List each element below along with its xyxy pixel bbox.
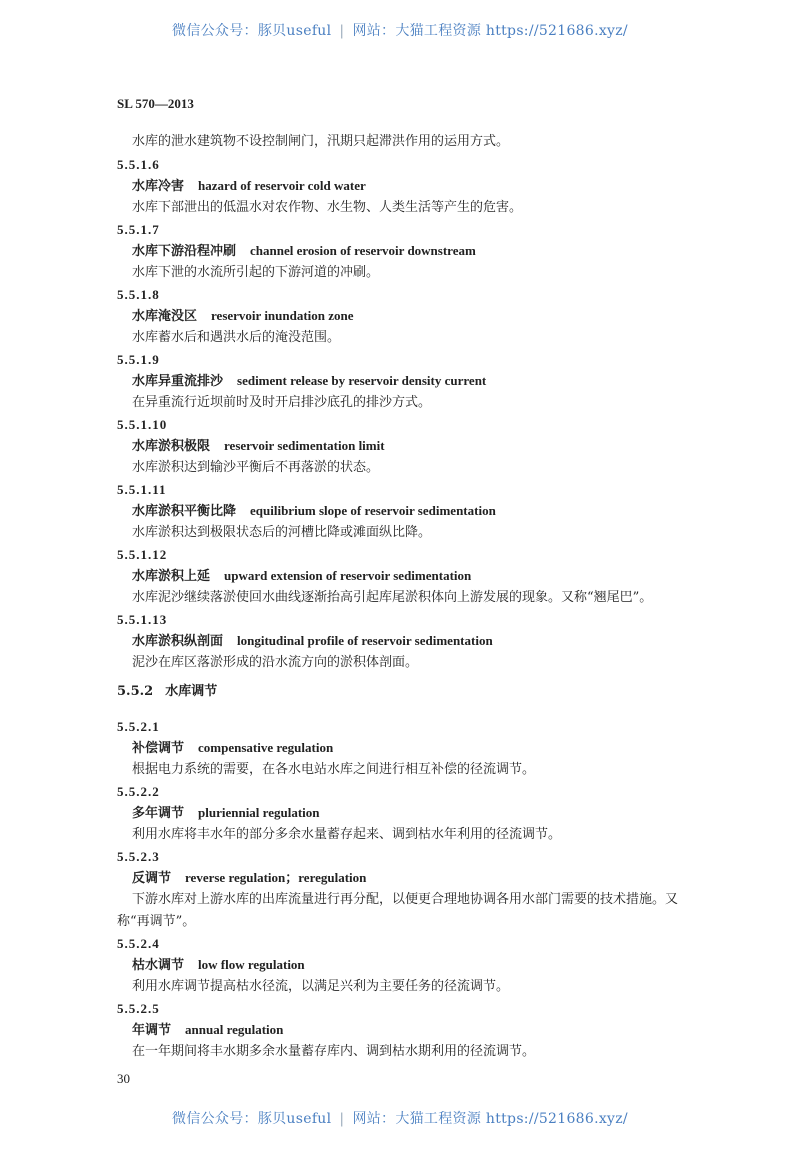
term-chinese: 水库淤积上延 [132,569,211,584]
term-number: 5.5.1.7 [117,222,160,237]
term-definition: 泥沙在库区落淤形成的沿水流方向的淤积体剖面。 [132,655,419,670]
term-heading [132,568,471,585]
term-heading [132,373,486,390]
term-definition: 根据电力系统的需要，在各水电站水库之间进行相互补偿的径流调节。 [132,762,536,777]
term-number: 5.5.1.8 [117,287,160,302]
term-heading [132,308,354,325]
term-number: 5.5.2.5 [117,1001,160,1016]
term-number: 5.5.2.3 [117,849,160,864]
document-code: SL 570—2013 [117,96,194,111]
section-title: 水库调节 [165,684,218,699]
term-chinese: 多年调节 [132,806,185,821]
watermark-wechat: 微信公众号：豚贝useful [172,23,332,39]
term-number: 5.5.1.10 [117,417,168,432]
term-chinese: 年调节 [132,1023,172,1038]
term-number: 5.5.1.6 [117,157,160,172]
term-heading [132,243,476,260]
term-number: 5.5.2.4 [117,936,160,951]
term-chinese: 水库淤积纵剖面 [132,634,224,649]
page-number: 30 [117,1071,130,1086]
term-definition: 水库蓄水后和遇洪水后的淹没范围。 [132,330,341,345]
term-heading [132,503,496,520]
intro-definition: 水库的泄水建筑物不设控制闸门，汛期只起滞洪作用的运用方式。 [132,134,510,149]
term-english: reservoir sedimentation limit [224,438,385,453]
term-english: pluriennial regulation [198,805,320,820]
term-number: 5.5.1.13 [117,612,168,627]
term-chinese: 水库下游沿程冲刷 [132,244,237,259]
term-definition: 利用水库调节提高枯水径流，以满足兴利为主要任务的径流调节。 [132,979,510,994]
term-number: 5.5.2.2 [117,784,160,799]
watermark-separator: | [339,23,345,39]
term-number: 5.5.1.12 [117,547,168,562]
term-english: low flow regulation [198,957,305,972]
term-definition: 水库下泄的水流所引起的下游河道的冲刷。 [132,265,380,280]
term-heading [132,178,366,195]
term-english: reservoir inundation zone [211,308,354,323]
term-definition: 称“再调节”。 [117,914,196,929]
section-number: 5.5.2 [117,684,154,699]
watermark-site[interactable]: 网站：大猫工程资源 https://521686.xyz/ [352,23,628,39]
term-chinese: 水库异重流排沙 [132,374,224,389]
term-english: upward extension of reservoir sedimentation [224,568,472,583]
section-heading [117,684,217,700]
term-heading [132,1022,283,1039]
term-heading [132,438,385,455]
term-chinese: 水库淤积平衡比降 [132,504,237,519]
term-chinese: 水库淤积极限 [132,439,211,454]
term-definition: 下游水库对上游水库的出库流量进行再分配，以便更合理地协调各用水部门需要的技术措施。又 [132,892,679,907]
term-heading [132,957,305,974]
watermark-site[interactable]: 网站：大猫工程资源 https://521686.xyz/ [352,1111,628,1127]
term-number: 5.5.1.9 [117,352,160,367]
term-chinese: 补偿调节 [132,741,185,756]
term-definition: 利用水库将丰水年的部分多余水量蓄存起来、调到枯水年利用的径流调节。 [132,827,562,842]
term-english: reverse regulation；reregulation [185,870,367,885]
term-chinese: 枯水调节 [132,958,185,973]
term-english: compensative regulation [198,740,334,755]
term-heading [132,805,320,822]
term-heading [132,870,366,887]
term-english: annual regulation [185,1022,284,1037]
term-chinese: 水库冷害 [132,179,185,194]
term-number: 5.5.2.1 [117,719,160,734]
watermark-top [0,20,800,40]
term-english: hazard of reservoir cold water [198,178,366,193]
term-heading [132,633,493,650]
term-english: equilibrium slope of reservoir sedimentation [250,503,496,518]
watermark-wechat: 微信公众号：豚贝useful [172,1111,332,1127]
term-definition: 水库泥沙继续落淤使回水曲线逐渐抬高引起库尾淤积体向上游发展的现象。又称“翘尾巴”。 [132,590,653,605]
term-chinese: 水库淹没区 [132,309,198,324]
watermark-separator: | [339,1111,345,1127]
term-english: channel erosion of reservoir downstream [250,243,476,258]
watermark-bottom [0,1108,800,1128]
term-number: 5.5.1.11 [117,482,167,497]
term-definition: 水库下部泄出的低温水对农作物、水生物、人类生活等产生的危害。 [132,200,523,215]
term-chinese: 反调节 [132,871,172,886]
term-definition: 在异重流行近坝前时及时开启排沙底孔的排沙方式。 [132,395,432,410]
term-definition: 在一年期间将丰水期多余水量蓄存库内、调到枯水期利用的径流调节。 [132,1044,536,1059]
term-definition: 水库淤积达到输沙平衡后不再落淤的状态。 [132,460,380,475]
term-english: sediment release by reservoir density current [237,373,487,388]
term-english: longitudinal profile of reservoir sedimentation [237,633,493,648]
term-definition: 水库淤积达到极限状态后的河槽比降或滩面纵比降。 [132,525,432,540]
term-heading [132,740,333,757]
